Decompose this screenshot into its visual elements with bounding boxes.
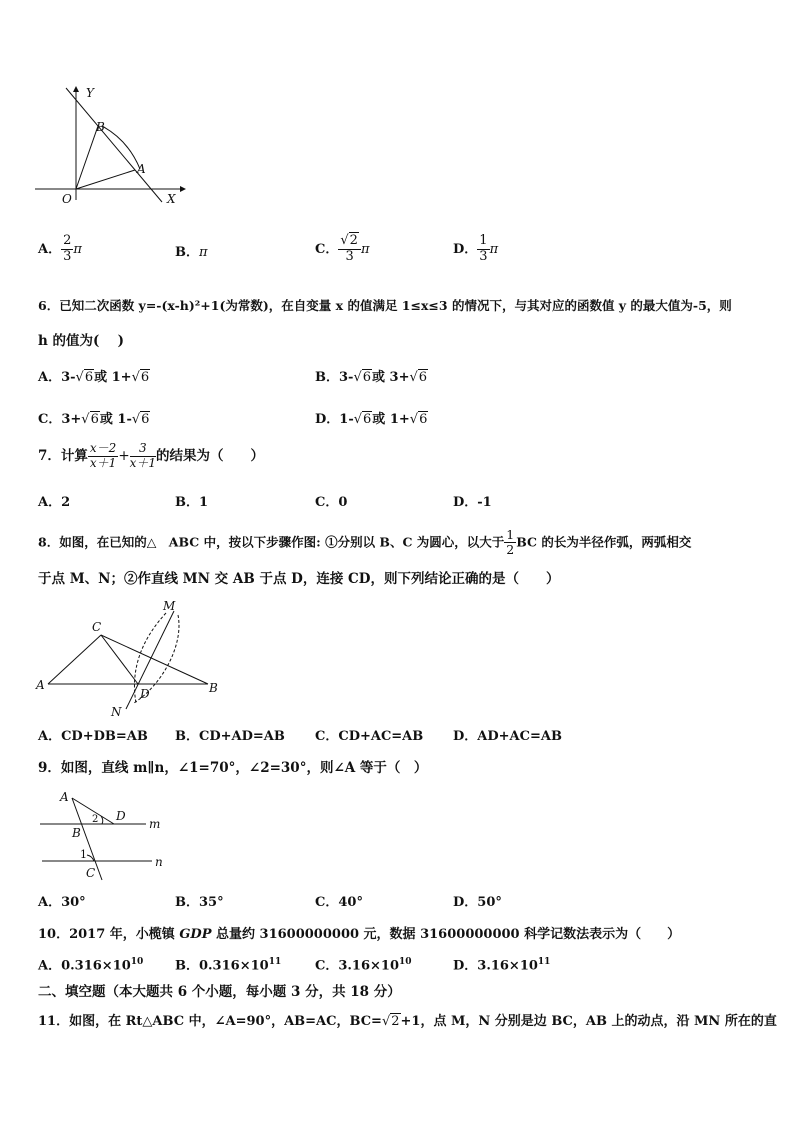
numerator: x－2 bbox=[89, 441, 117, 455]
option-base: D．3.16×10 bbox=[453, 958, 538, 974]
q6-option-c bbox=[38, 413, 150, 426]
option-prefix: B．3- bbox=[315, 370, 354, 385]
label-n: N bbox=[111, 705, 122, 719]
fraction bbox=[477, 234, 489, 265]
radicand: 6 bbox=[84, 370, 94, 385]
plus-sign: + bbox=[118, 447, 130, 464]
q9-question: 9．如图，直线 m∥n，∠1=70°，∠2=30°，则∠A 等于（ ） bbox=[38, 760, 428, 776]
radicand: 6 bbox=[141, 412, 150, 427]
option-prefix: A．3- bbox=[38, 370, 76, 385]
q5-option-c bbox=[315, 234, 369, 265]
option-letter: A． bbox=[38, 241, 62, 257]
option-letter: B． bbox=[175, 245, 199, 260]
option-letter: D． bbox=[453, 241, 478, 257]
numerator: 2 bbox=[63, 233, 72, 248]
option-base: C．3.16×10 bbox=[315, 958, 399, 974]
line-mn bbox=[126, 611, 174, 709]
arc-ab bbox=[102, 126, 140, 169]
segment-oa bbox=[76, 170, 135, 189]
radicand: 6 bbox=[418, 370, 428, 385]
radicand: 6 bbox=[419, 412, 428, 427]
radicand: 6 bbox=[363, 412, 372, 427]
sqrt: √6 bbox=[131, 370, 150, 385]
label-2: 2 bbox=[92, 814, 99, 825]
q7-suffix: 的结果为（ ） bbox=[156, 447, 265, 464]
q9-option-c: C．40° bbox=[315, 895, 363, 910]
option-prefix: D．1- bbox=[315, 412, 354, 427]
denominator: 3 bbox=[63, 248, 72, 264]
fraction bbox=[338, 234, 361, 265]
numerator: 1 bbox=[479, 233, 488, 248]
label-c: C bbox=[92, 620, 102, 634]
q7-question bbox=[38, 442, 264, 471]
q11-suffix: +1，点 M，N 分别是边 BC，AB 上的动点，沿 MN 所在的直 bbox=[400, 1014, 777, 1029]
label-c: C bbox=[86, 866, 96, 880]
label-b: B bbox=[72, 826, 81, 840]
q8-option-c: C．CD+AC=AB bbox=[315, 729, 424, 744]
segment-cd bbox=[101, 635, 138, 684]
q7-option-c: C．0 bbox=[315, 495, 348, 510]
q6-option-d bbox=[315, 413, 428, 426]
q8-suffix: BC 的长为半径作弧，两弧相交 bbox=[516, 534, 692, 550]
option-middle: 或 1+ bbox=[372, 412, 410, 427]
option-middle: 或 1+ bbox=[94, 370, 132, 385]
q8-option-b: B．CD+AD=AB bbox=[175, 729, 285, 744]
gdp-term: GDP bbox=[179, 927, 212, 942]
sqrt: √6 bbox=[353, 412, 372, 427]
q10-option-b bbox=[175, 958, 281, 972]
option-base: B．0.316×10 bbox=[175, 958, 269, 974]
denominator: 2 bbox=[506, 542, 515, 558]
q6-option-b bbox=[315, 371, 428, 384]
label-a: A bbox=[60, 790, 69, 804]
fraction bbox=[88, 442, 118, 471]
fraction bbox=[504, 528, 516, 558]
q10-prefix: 10．2017 年，小榄镇 bbox=[38, 927, 180, 942]
label-y: Y bbox=[86, 86, 94, 100]
option-letter: C． bbox=[315, 241, 339, 257]
q6-line2: h 的值为( ) bbox=[38, 333, 124, 349]
q9-option-a: A．30° bbox=[38, 895, 86, 910]
q8-option-a: A．CD+DB=AB bbox=[38, 729, 148, 744]
sqrt: √2 bbox=[340, 233, 358, 248]
exponent: 10 bbox=[399, 957, 412, 967]
label-o: O bbox=[62, 192, 72, 206]
q8-prefix: 8．如图，在已知的△ ABC 中，按以下步骤作图: ①分别以 B、C 为圆心，以大于 bbox=[38, 534, 505, 550]
denominator: x＋1 bbox=[129, 455, 157, 470]
q7-option-a: A．2 bbox=[38, 495, 71, 510]
q10-suffix: 总量约 31600000000 元，数据 31600000000 科学记数法表示为（ ） bbox=[211, 927, 681, 942]
denominator: x＋1 bbox=[89, 455, 117, 470]
q5-figure bbox=[30, 82, 190, 212]
label-d: D bbox=[140, 687, 150, 701]
label-a: A bbox=[137, 162, 146, 176]
radicand: 2 bbox=[349, 233, 358, 248]
numerator: 3 bbox=[130, 442, 156, 457]
x-axis-arrow-icon bbox=[180, 186, 186, 192]
label-a: A bbox=[36, 678, 45, 692]
q8-figure bbox=[34, 597, 234, 722]
sqrt: √6 bbox=[131, 412, 150, 427]
label-1: 1 bbox=[80, 848, 87, 861]
exponent: 11 bbox=[268, 957, 282, 967]
q5-option-d bbox=[453, 234, 498, 265]
q7-prefix: 7．计算 bbox=[38, 447, 88, 464]
q9-option-d: D．50° bbox=[453, 895, 502, 910]
q6-option-a bbox=[38, 371, 150, 384]
sqrt: √6 bbox=[75, 370, 94, 385]
label-b: B bbox=[209, 681, 218, 695]
fraction bbox=[130, 442, 156, 471]
exponent: 10 bbox=[130, 957, 144, 967]
label-d: D bbox=[116, 809, 126, 823]
q10-option-d bbox=[453, 958, 550, 972]
radicand: 2 bbox=[391, 1014, 400, 1029]
sqrt: √6 bbox=[409, 370, 428, 385]
label-b: B bbox=[96, 120, 105, 134]
pi: π bbox=[199, 245, 208, 260]
sqrt: √6 bbox=[353, 370, 372, 385]
q8-line2: 于点 M、N；②作直线 MN 交 AB 于点 D，连接 CD，则下列结论正确的是（ ） bbox=[38, 571, 560, 587]
option-middle: 或 1- bbox=[99, 412, 132, 427]
q5-option-b bbox=[175, 246, 208, 259]
q5-option-a bbox=[38, 234, 82, 265]
label-n: n bbox=[155, 855, 163, 869]
denominator: 3 bbox=[479, 248, 488, 264]
segment-ac bbox=[48, 635, 101, 684]
exponent: 11 bbox=[537, 957, 551, 967]
q6-line1: 6．已知二次函数 y=-(x-h)²+1(为常数)，在自变量 x 的值满足 1≤x≤3 的情况下，与其对应的函数值 y 的最大值为-5，则 bbox=[38, 298, 732, 313]
q9-figure bbox=[34, 786, 174, 886]
pi: π bbox=[360, 241, 370, 257]
label-m: M bbox=[163, 599, 176, 613]
q8-option-d: D．AD+AC=AB bbox=[453, 729, 562, 744]
q9-option-b: B．35° bbox=[175, 895, 224, 910]
q7-option-d: D．-1 bbox=[453, 495, 492, 510]
radicand: 6 bbox=[140, 370, 150, 385]
q11-question bbox=[38, 1015, 777, 1028]
q8-line1 bbox=[38, 528, 691, 558]
sqrt: √6 bbox=[81, 412, 99, 427]
segment-cb bbox=[101, 635, 208, 684]
pi: π bbox=[73, 241, 82, 257]
y-axis-arrow-icon bbox=[73, 86, 79, 92]
label-x: X bbox=[167, 192, 176, 206]
q10-option-a bbox=[38, 958, 143, 972]
section-heading: 二、填空题（本大题共 6 个小题，每小题 3 分，共 18 分） bbox=[38, 984, 401, 1000]
option-base: A．0.316×10 bbox=[38, 958, 131, 974]
q7-option-b: B．1 bbox=[175, 495, 209, 510]
fraction bbox=[61, 234, 73, 265]
radicand: 6 bbox=[362, 370, 372, 385]
denominator: 3 bbox=[345, 248, 354, 264]
option-prefix: C．3+ bbox=[38, 412, 82, 427]
q10-option-c bbox=[315, 958, 412, 972]
numerator: 1 bbox=[506, 527, 515, 542]
q10-question bbox=[38, 928, 680, 941]
q11-prefix: 11．如图，在 Rt△ABC 中，∠A=90°，AB=AC，BC= bbox=[38, 1014, 382, 1029]
option-middle: 或 3+ bbox=[372, 370, 410, 385]
numerator bbox=[338, 234, 361, 250]
radicand: 6 bbox=[90, 412, 99, 427]
pi: π bbox=[489, 241, 499, 257]
label-m: m bbox=[149, 817, 161, 831]
sqrt: √2 bbox=[381, 1014, 400, 1029]
line-ab bbox=[66, 88, 162, 202]
segment-ob bbox=[76, 126, 98, 189]
sqrt: √6 bbox=[409, 412, 428, 427]
